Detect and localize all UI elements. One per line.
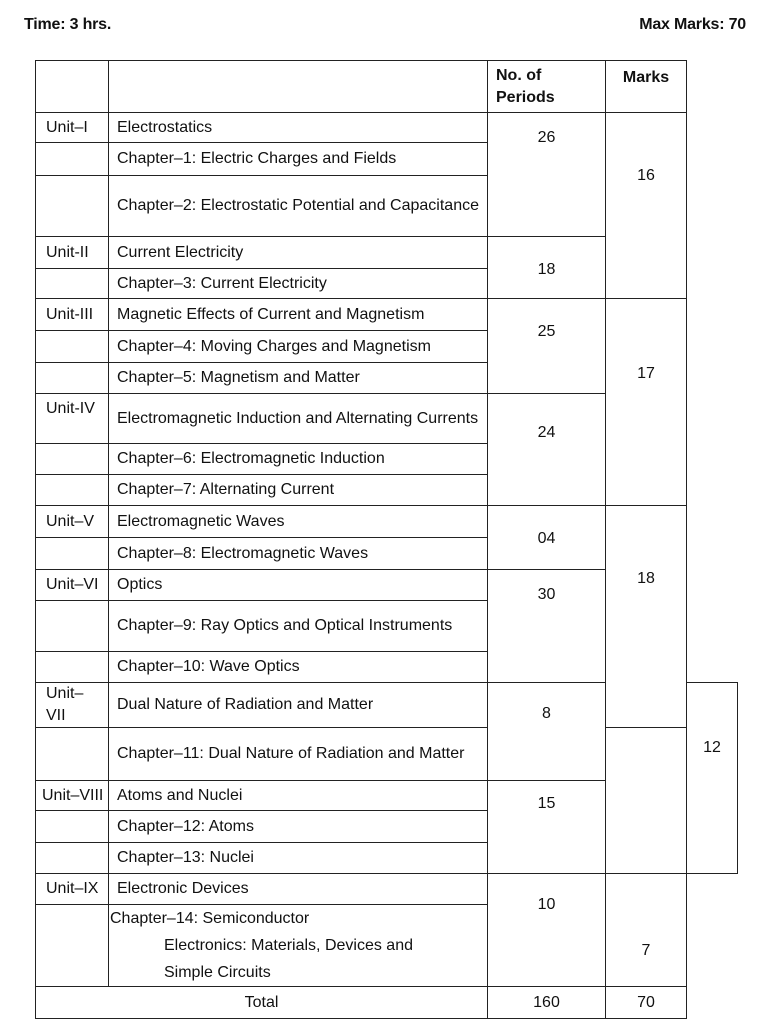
marks-value: 7 [606,874,687,987]
empty-cell [36,601,109,652]
unit-label: Unit-IV [36,394,109,444]
unit-label: Unit–VII [36,683,109,728]
empty-cell [36,143,109,176]
periods-value: 30 [488,570,606,683]
empty-cell [36,269,109,299]
marks-value: 18 [606,506,687,728]
unit-label: Unit–V [36,506,109,538]
time-label: Time: 3 hrs. [24,16,112,33]
periods-value: 10 [488,874,606,987]
chapter-cell [109,905,488,987]
periods-value: 25 [488,299,606,394]
empty-cell [36,652,109,683]
max-marks-label: Max Marks: 70 [639,16,746,33]
chapter-cell: Chapter–3: Current Electricity [109,269,488,299]
periods-value: 15 [488,781,606,874]
unit-title: Electronic Devices [109,874,488,905]
syllabus-table [35,60,738,1019]
table-row [36,811,738,843]
unit-title: Optics [109,570,488,601]
chapter-line: Chapter–14: Semiconductor [110,910,310,927]
unit-label: Unit–VI [36,570,109,601]
unit-title: Atoms and Nuclei [109,781,488,811]
empty-cell [36,843,109,874]
header-marks-cell: Marks [606,61,687,113]
unit-label: Unit–VIII [36,781,109,811]
chapter-cell: Chapter–4: Moving Charges and Magnetism [109,331,488,363]
table-row [36,113,738,143]
empty-cell [36,176,109,237]
table-row [36,874,738,905]
chapter-cell: Chapter–5: Magnetism and Matter [109,363,488,394]
chapter-line: Simple Circuits [164,964,271,981]
empty-cell [36,363,109,394]
chapter-cell: Chapter–6: Electromagnetic Induction [109,444,488,475]
chapter-cell: Chapter–2: Electrostatic Potential and Capacitance [109,176,488,237]
chapter-cell: Chapter–9: Ray Optics and Optical Instruments [109,601,488,652]
chapter-cell: Chapter–1: Electric Charges and Fields [109,143,488,176]
unit-label: Unit–IX [36,874,109,905]
unit-title: Current Electricity [109,237,488,269]
table-row [36,728,738,781]
chapter-cell: Chapter–11: Dual Nature of Radiation and Matter [109,728,488,781]
marks-value: 12 [687,683,738,874]
empty-cell [36,444,109,475]
total-row [36,987,738,1019]
unit-title: Electromagnetic Induction and Alternating Currents [109,394,488,444]
empty-cell [36,728,109,781]
table-row [36,506,738,538]
table-row [36,781,738,811]
chapter-cell: Chapter–10: Wave Optics [109,652,488,683]
table-row [36,299,738,331]
chapter-cell: Chapter–13: Nuclei [109,843,488,874]
empty-cell [36,811,109,843]
periods-value: 8 [488,683,606,781]
marks-value: 17 [606,299,687,506]
total-marks: 70 [606,987,687,1019]
unit-label: Unit-II [36,237,109,269]
periods-value: 26 [488,113,606,237]
empty-cell [36,905,109,987]
total-periods: 160 [488,987,606,1019]
unit-title: Dual Nature of Radiation and Matter [109,683,488,728]
unit-title: Electrostatics [109,113,488,143]
empty-cell [36,538,109,570]
marks-value: 16 [606,113,687,299]
header-unit-cell [36,61,109,113]
chapter-cell: Chapter–7: Alternating Current [109,475,488,506]
table-header-row [36,61,738,113]
table-row [36,843,738,874]
empty-cell [36,331,109,363]
periods-value: 04 [488,506,606,570]
periods-value: 24 [488,394,606,506]
chapter-line: Electronics: Materials, Devices and [164,937,413,954]
unit-label: Unit-III [36,299,109,331]
unit-title: Magnetic Effects of Current and Magnetism [109,299,488,331]
chapter-cell: Chapter–12: Atoms [109,811,488,843]
empty-cell [36,475,109,506]
header-topic-cell [109,61,488,113]
unit-label: Unit–I [36,113,109,143]
total-label: Total [36,987,488,1019]
unit-title: Electromagnetic Waves [109,506,488,538]
periods-value: 18 [488,237,606,299]
chapter-cell: Chapter–8: Electromagnetic Waves [109,538,488,570]
header-periods-cell: No. of Periods [488,61,606,113]
